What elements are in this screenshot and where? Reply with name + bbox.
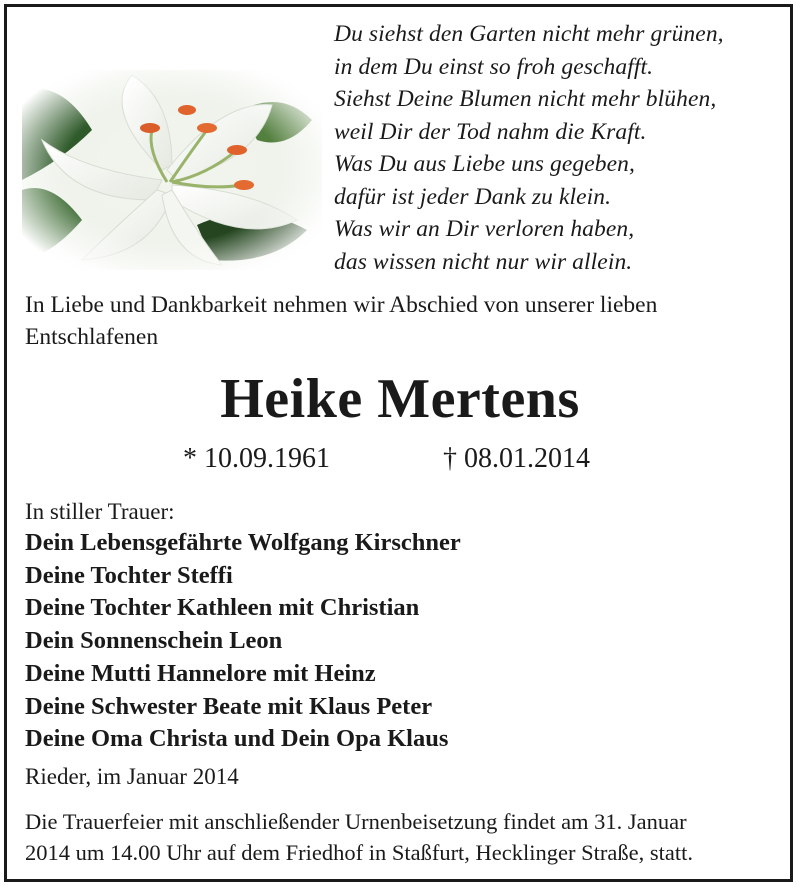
lily-image [22, 70, 322, 270]
mourner: Deine Oma Christa und Dein Opa Klaus [25, 725, 449, 753]
poem-line: in dem Du einst so froh geschafft. [334, 53, 654, 80]
poem-line: dafür ist jeder Dank zu klein. [334, 183, 612, 210]
mourners-list [25, 527, 461, 756]
mourner: Deine Tochter Steffi [25, 561, 233, 589]
funeral-line: Die Trauerfeier mit anschließender Urnenbeisetzung findet am 31. Januar [25, 809, 687, 834]
poem-line: Siehst Deine Blumen nicht mehr blühen, [334, 86, 717, 112]
death-date: † 08.01.2014 [443, 443, 590, 474]
birth-date: * 10.09.1961 [183, 443, 330, 474]
funeral-info [25, 806, 777, 868]
poem-line: weil Dir der Tod nahm die Kraft. [334, 118, 647, 145]
mourner: Deine Tochter Kathleen mit Christian [25, 594, 420, 622]
poem-line: das wissen nicht nur wir allein. [334, 248, 633, 275]
farewell-intro: In Liebe und Dankbarkeit nehmen wir Abschied von unserer lieben Entschlafenen [25, 292, 658, 350]
mourner: Deine Mutti Hannelore mit Heinz [25, 659, 376, 687]
poem [334, 18, 784, 278]
funeral-line: 2014 um 14.00 Uhr auf dem Friedhof in Staßfurt, Hecklinger Straße, statt. [25, 840, 693, 865]
mourner: Dein Lebensgefährte Wolfgang Kirschner [25, 529, 461, 556]
mourner: Dein Sonnenschein Leon [25, 627, 283, 655]
poem-line: Was Du aus Liebe uns gegeben, [334, 151, 635, 177]
mourners-intro: In stiller Trauer: [25, 499, 175, 524]
deceased-name: Heike Mertens [220, 368, 580, 430]
place-date: Rieder, im Januar 2014 [25, 764, 239, 789]
mourner: Deine Schwester Beate mit Klaus Peter [25, 692, 433, 720]
poem-line: Was wir an Dir verloren haben, [334, 216, 635, 242]
poem-line: Du siehst den Garten nicht mehr grünen, [334, 21, 724, 47]
